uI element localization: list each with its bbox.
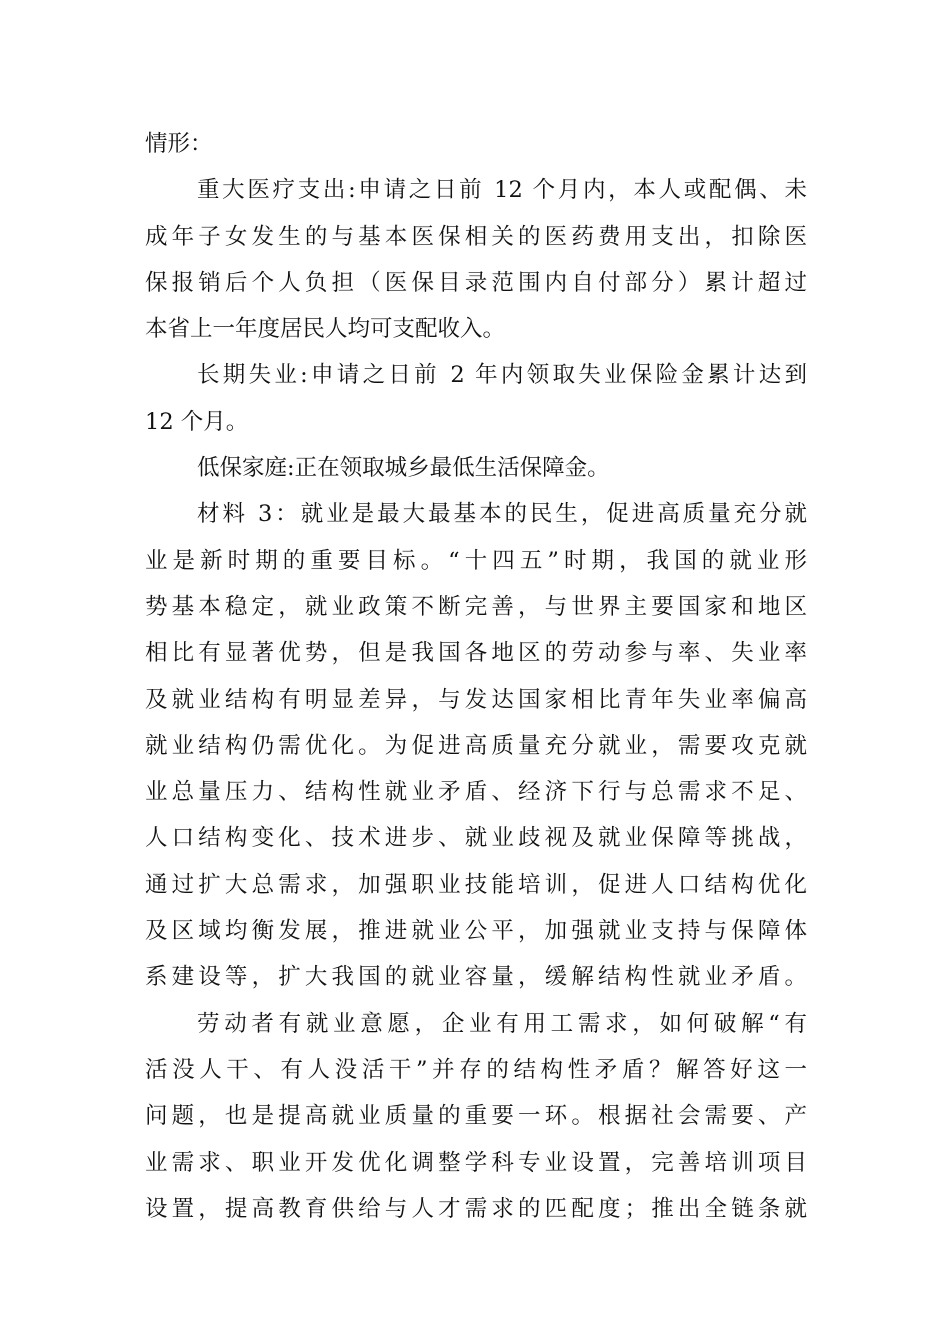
text-line: 通过扩大总需求，加强职业技能培训，促进人口结构优化 xyxy=(145,871,807,898)
text-line: 本省上一年度居民人均可支配收入。 xyxy=(145,316,506,343)
text-line: 及区域均衡发展，推进就业公平，加强就业支持与保障体 xyxy=(145,918,807,945)
text-line: 及就业结构有明显差异，与发达国家相比青年失业率偏高 xyxy=(145,686,807,713)
text-line: 情形： xyxy=(145,131,213,157)
paragraph-first-line: 材料 3：就业是最大最基本的民生，促进高质量充分就 xyxy=(197,501,807,528)
paragraph-first-line: 长期失业:申请之日前 2 年内领取失业保险金累计达到 xyxy=(197,362,807,389)
text-line: 设置，提高教育供给与人才需求的匹配度；推出全链条就 xyxy=(145,1195,807,1222)
text-line: 业是新时期的重要目标。“十四五”时期，我国的就业形 xyxy=(145,547,807,574)
text-line: 业总量压力、结构性就业矛盾、经济下行与总需求不足、 xyxy=(145,779,807,806)
text-line: 系建设等，扩大我国的就业容量，缓解结构性就业矛盾。 xyxy=(145,964,807,991)
text-line: 人口结构变化、技术进步、就业歧视及就业保障等挑战， xyxy=(145,825,807,852)
text-line: 相比有显著优势，但是我国各地区的劳动参与率、失业率 xyxy=(145,640,807,667)
paragraph-first-line: 低保家庭:正在领取城乡最低生活保障金。 xyxy=(197,455,610,482)
text-line: 业需求、职业开发优化调整学科专业设置，完善培训项目 xyxy=(145,1149,807,1176)
text-line: 势基本稳定，就业政策不断完善，与世界主要国家和地区 xyxy=(145,593,807,620)
body-text xyxy=(145,124,807,1235)
text-line: 12 个月。 xyxy=(145,408,249,435)
paragraph-first-line: 劳动者有就业意愿，企业有用工需求，如何破解“有 xyxy=(197,1010,807,1037)
paragraph-first-line: 重大医疗支出:申请之日前 12 个月内，本人或配偶、未 xyxy=(197,177,807,204)
text-line: 成年子女发生的与基本医保相关的医药费用支出，扣除医 xyxy=(145,223,807,250)
text-line: 活没人干、有人没活干”并存的结构性矛盾？解答好这一 xyxy=(145,1056,807,1083)
text-line: 保报销后个人负担（医保目录范围内自付部分）累计超过 xyxy=(145,269,807,296)
text-line: 问题，也是提高就业质量的重要一环。根据社会需要、产 xyxy=(145,1103,807,1130)
text-line: 就业结构仍需优化。为促进高质量充分就业，需要攻克就 xyxy=(145,732,807,759)
